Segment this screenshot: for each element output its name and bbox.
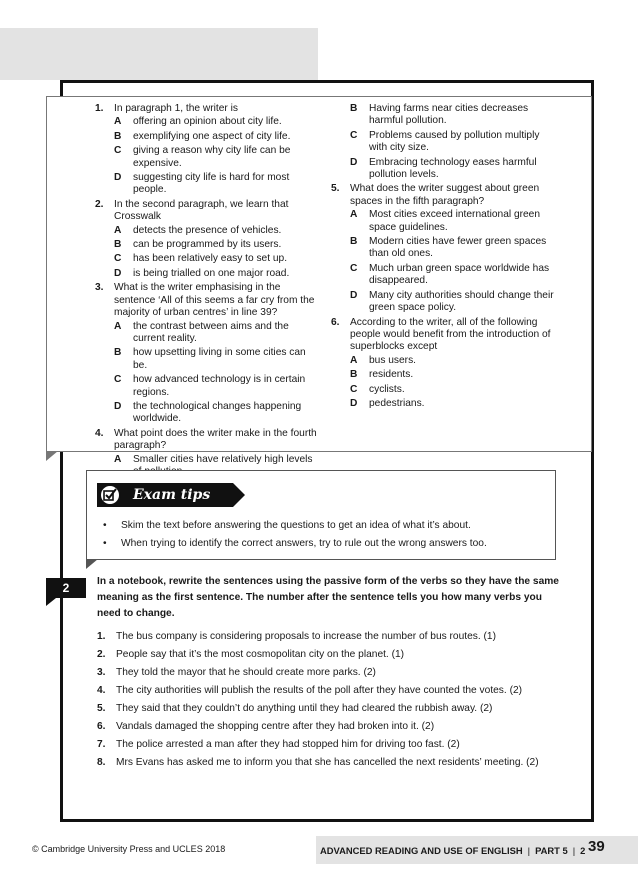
option-text: how upsetting living in some cities can be. <box>133 347 306 371</box>
answer-option <box>114 268 321 280</box>
footer-section: ADVANCED READING AND USE OF ENGLISH <box>320 844 523 856</box>
answer-option <box>114 131 321 143</box>
question-text: According to the writer, all of the following people would benefit from the introduction of superblocks except <box>350 316 551 353</box>
exercise-instruction: In a notebook, rewrite the sentences using the passive form of the verbs so they have the same meaning as the first sentence. The number after the sentence tells you how many verbs you need to change. <box>97 576 559 619</box>
exam-tips-list <box>103 519 543 555</box>
sentence-item <box>97 648 567 661</box>
option-letter: B <box>114 347 122 359</box>
option-letter: C <box>350 262 358 274</box>
option-text: Many city authorities should change their green space policy. <box>369 289 554 314</box>
option-text: offering an opinion about city life. <box>133 116 282 128</box>
option-text: cyclists. <box>369 383 405 395</box>
option-letter: D <box>114 400 122 412</box>
tip-item <box>103 519 543 532</box>
footer-part: PART 5 <box>535 844 568 856</box>
sentence-text: The police arrested a man after they had stopped him for driving too fast. (2) <box>116 739 460 750</box>
sentence-text: They said that they couldn’t do anything until they had cleared the rubbish away. (2) <box>116 703 493 714</box>
checkbox-tick-icon <box>99 484 121 506</box>
question-item <box>95 199 321 224</box>
footer-section-info <box>320 840 585 860</box>
sentence-item <box>97 630 567 643</box>
sentence-item <box>97 720 567 733</box>
sentence-item <box>97 684 567 697</box>
answer-option <box>114 225 321 237</box>
option-text: how advanced technology is in certain regions. <box>133 374 306 398</box>
sentence-text: The city authorities will publish the results of the poll after they have counted the votes. (2) <box>116 685 523 696</box>
option-text: detects the presence of vehicles. <box>133 224 282 236</box>
option-letter: B <box>114 130 122 142</box>
answer-option <box>350 157 555 182</box>
option-letter: C <box>114 253 122 265</box>
answer-option <box>114 347 321 372</box>
option-letter: B <box>114 239 122 251</box>
exercise-number-badge <box>46 578 86 598</box>
option-letter: A <box>350 209 358 221</box>
sentence-number: 3. <box>97 667 106 678</box>
sentence-item <box>97 738 567 751</box>
answer-option <box>350 130 555 155</box>
option-text: exemplifying one aspect of city life. <box>133 130 291 142</box>
answer-option <box>114 239 321 251</box>
answer-option <box>114 253 321 265</box>
option-text: Embracing technology eases harmful pollution levels. <box>369 156 537 181</box>
option-letter: A <box>114 453 122 465</box>
option-text: the technological changes happening worldwide. <box>133 400 302 425</box>
sentence-item <box>97 702 567 715</box>
option-letter: D <box>350 289 358 301</box>
question-number: 3. <box>95 282 104 294</box>
option-text: residents. <box>369 369 414 381</box>
question-text: In paragraph 1, the writer is <box>114 103 239 114</box>
question-item <box>95 428 321 453</box>
question-item <box>95 282 321 319</box>
page-number: 39 <box>588 838 605 855</box>
tip-text: When trying to identify the correct answers, try to rule out the wrong answers too. <box>121 538 487 549</box>
footer-copyright: © Cambridge University Press and UCLES 2018 <box>32 844 226 854</box>
question-item <box>331 317 555 354</box>
sentence-number: 5. <box>97 703 106 714</box>
answer-option <box>114 145 321 170</box>
questions-left-column <box>95 103 321 480</box>
exercise-sentences <box>97 630 567 774</box>
answer-option <box>350 369 555 381</box>
question-number: 1. <box>95 103 104 114</box>
answer-option <box>114 321 321 346</box>
option-letter: C <box>350 383 358 395</box>
option-letter: D <box>350 397 358 409</box>
option-letter: B <box>350 103 358 114</box>
footer-separator: | <box>572 844 576 856</box>
footer-separator: | <box>527 844 531 856</box>
sentence-number: 8. <box>97 757 106 768</box>
option-text: Most cities exceed international green space guidelines. <box>369 209 541 233</box>
sentence-text: The bus company is considering proposals to increase the number of bus routes. (1) <box>116 631 496 642</box>
sentence-text: People say that it’s the most cosmopolitan city on the planet. (1) <box>116 649 405 660</box>
option-letter: C <box>114 145 122 157</box>
question-text: What does the writer suggest about green spaces in the fifth paragraph? <box>350 183 540 207</box>
option-text: Modern cities have fewer green spaces than old ones. <box>369 236 547 260</box>
option-text: suggesting city life is hard for most people. <box>133 172 290 196</box>
sentence-number: 1. <box>97 631 106 642</box>
exam-tips-box <box>86 470 556 560</box>
option-text: Problems caused by pollution multiply with city size. <box>369 129 540 154</box>
footer-sub: 2 <box>580 844 586 856</box>
sentence-number: 7. <box>97 739 106 750</box>
option-letter: A <box>114 116 122 128</box>
sentence-item <box>97 756 567 769</box>
answer-option <box>350 236 555 261</box>
exercise-number: 2 <box>62 581 70 595</box>
option-text: pedestrians. <box>369 397 425 409</box>
sentence-number: 4. <box>97 685 106 696</box>
option-text: is being trialled on one major road. <box>133 267 290 279</box>
option-letter: A <box>114 224 122 236</box>
questions-right-column <box>331 103 555 412</box>
option-letter: C <box>114 374 122 386</box>
question-number: 2. <box>95 198 104 210</box>
sentence-text: Vandals damaged the shopping centre after they had broken into it. (2) <box>116 721 435 732</box>
sentence-number: 2. <box>97 649 106 660</box>
option-text: Much urban green space worldwide has disappeared. <box>369 262 550 287</box>
question-number: 5. <box>331 183 340 195</box>
answer-option <box>114 374 321 399</box>
option-text: the contrast between aims and the current reality. <box>133 320 289 344</box>
question-item <box>331 183 555 208</box>
option-text: giving a reason why city life can be expensive. <box>133 145 291 169</box>
option-letter: B <box>350 369 358 381</box>
sentence-number: 6. <box>97 721 106 732</box>
option-letter: B <box>350 236 358 248</box>
questions-panel <box>46 96 592 465</box>
exam-tips-title: Exam tips <box>133 487 211 503</box>
answer-option <box>350 209 555 234</box>
option-letter: A <box>350 354 358 366</box>
option-letter: D <box>114 172 122 184</box>
question-item <box>95 103 321 115</box>
option-text: can be programmed by its users. <box>133 239 282 251</box>
sentence-text: They told the mayor that he should create more parks. (2) <box>116 667 376 678</box>
answer-option <box>350 290 555 315</box>
answer-option <box>350 263 555 288</box>
answer-option <box>350 355 555 367</box>
sentence-item <box>97 666 567 679</box>
question-number: 4. <box>95 427 104 439</box>
option-letter: A <box>114 320 122 332</box>
sentence-text: Mrs Evans has asked me to inform you that she has cancelled the next residents’ meeting. (2) <box>116 757 539 768</box>
question-text: What is the writer emphasising in the sentence ‘All of this seems a far cry from the majority of urban centres’ in line 39? <box>114 282 315 319</box>
header-grey-band <box>0 28 318 80</box>
answer-option <box>114 172 321 197</box>
option-letter: D <box>350 156 358 168</box>
bullet: • <box>103 538 107 549</box>
option-letter: C <box>350 129 358 141</box>
bullet: • <box>103 520 107 531</box>
option-letter: D <box>114 267 122 279</box>
option-text: Smaller cities have relatively high levels <box>133 453 313 465</box>
answer-option <box>350 384 555 396</box>
question-text: What point does the writer make in the fourth paragraph? <box>114 427 317 452</box>
answer-option <box>350 398 555 410</box>
answer-option <box>350 103 555 128</box>
question-number: 6. <box>331 316 340 328</box>
tip-item <box>103 537 543 550</box>
option-text: Having farms near cities decreases harmful pollution. <box>369 103 529 127</box>
option-text: has been relatively easy to set up. <box>133 253 288 265</box>
answer-option <box>114 116 321 128</box>
question-text: In the second paragraph, we learn that Crosswalk <box>114 198 289 223</box>
answer-option <box>114 401 321 426</box>
tip-text: Skim the text before answering the questions to get an idea of what it’s about. <box>121 520 471 531</box>
option-text: bus users. <box>369 354 416 366</box>
